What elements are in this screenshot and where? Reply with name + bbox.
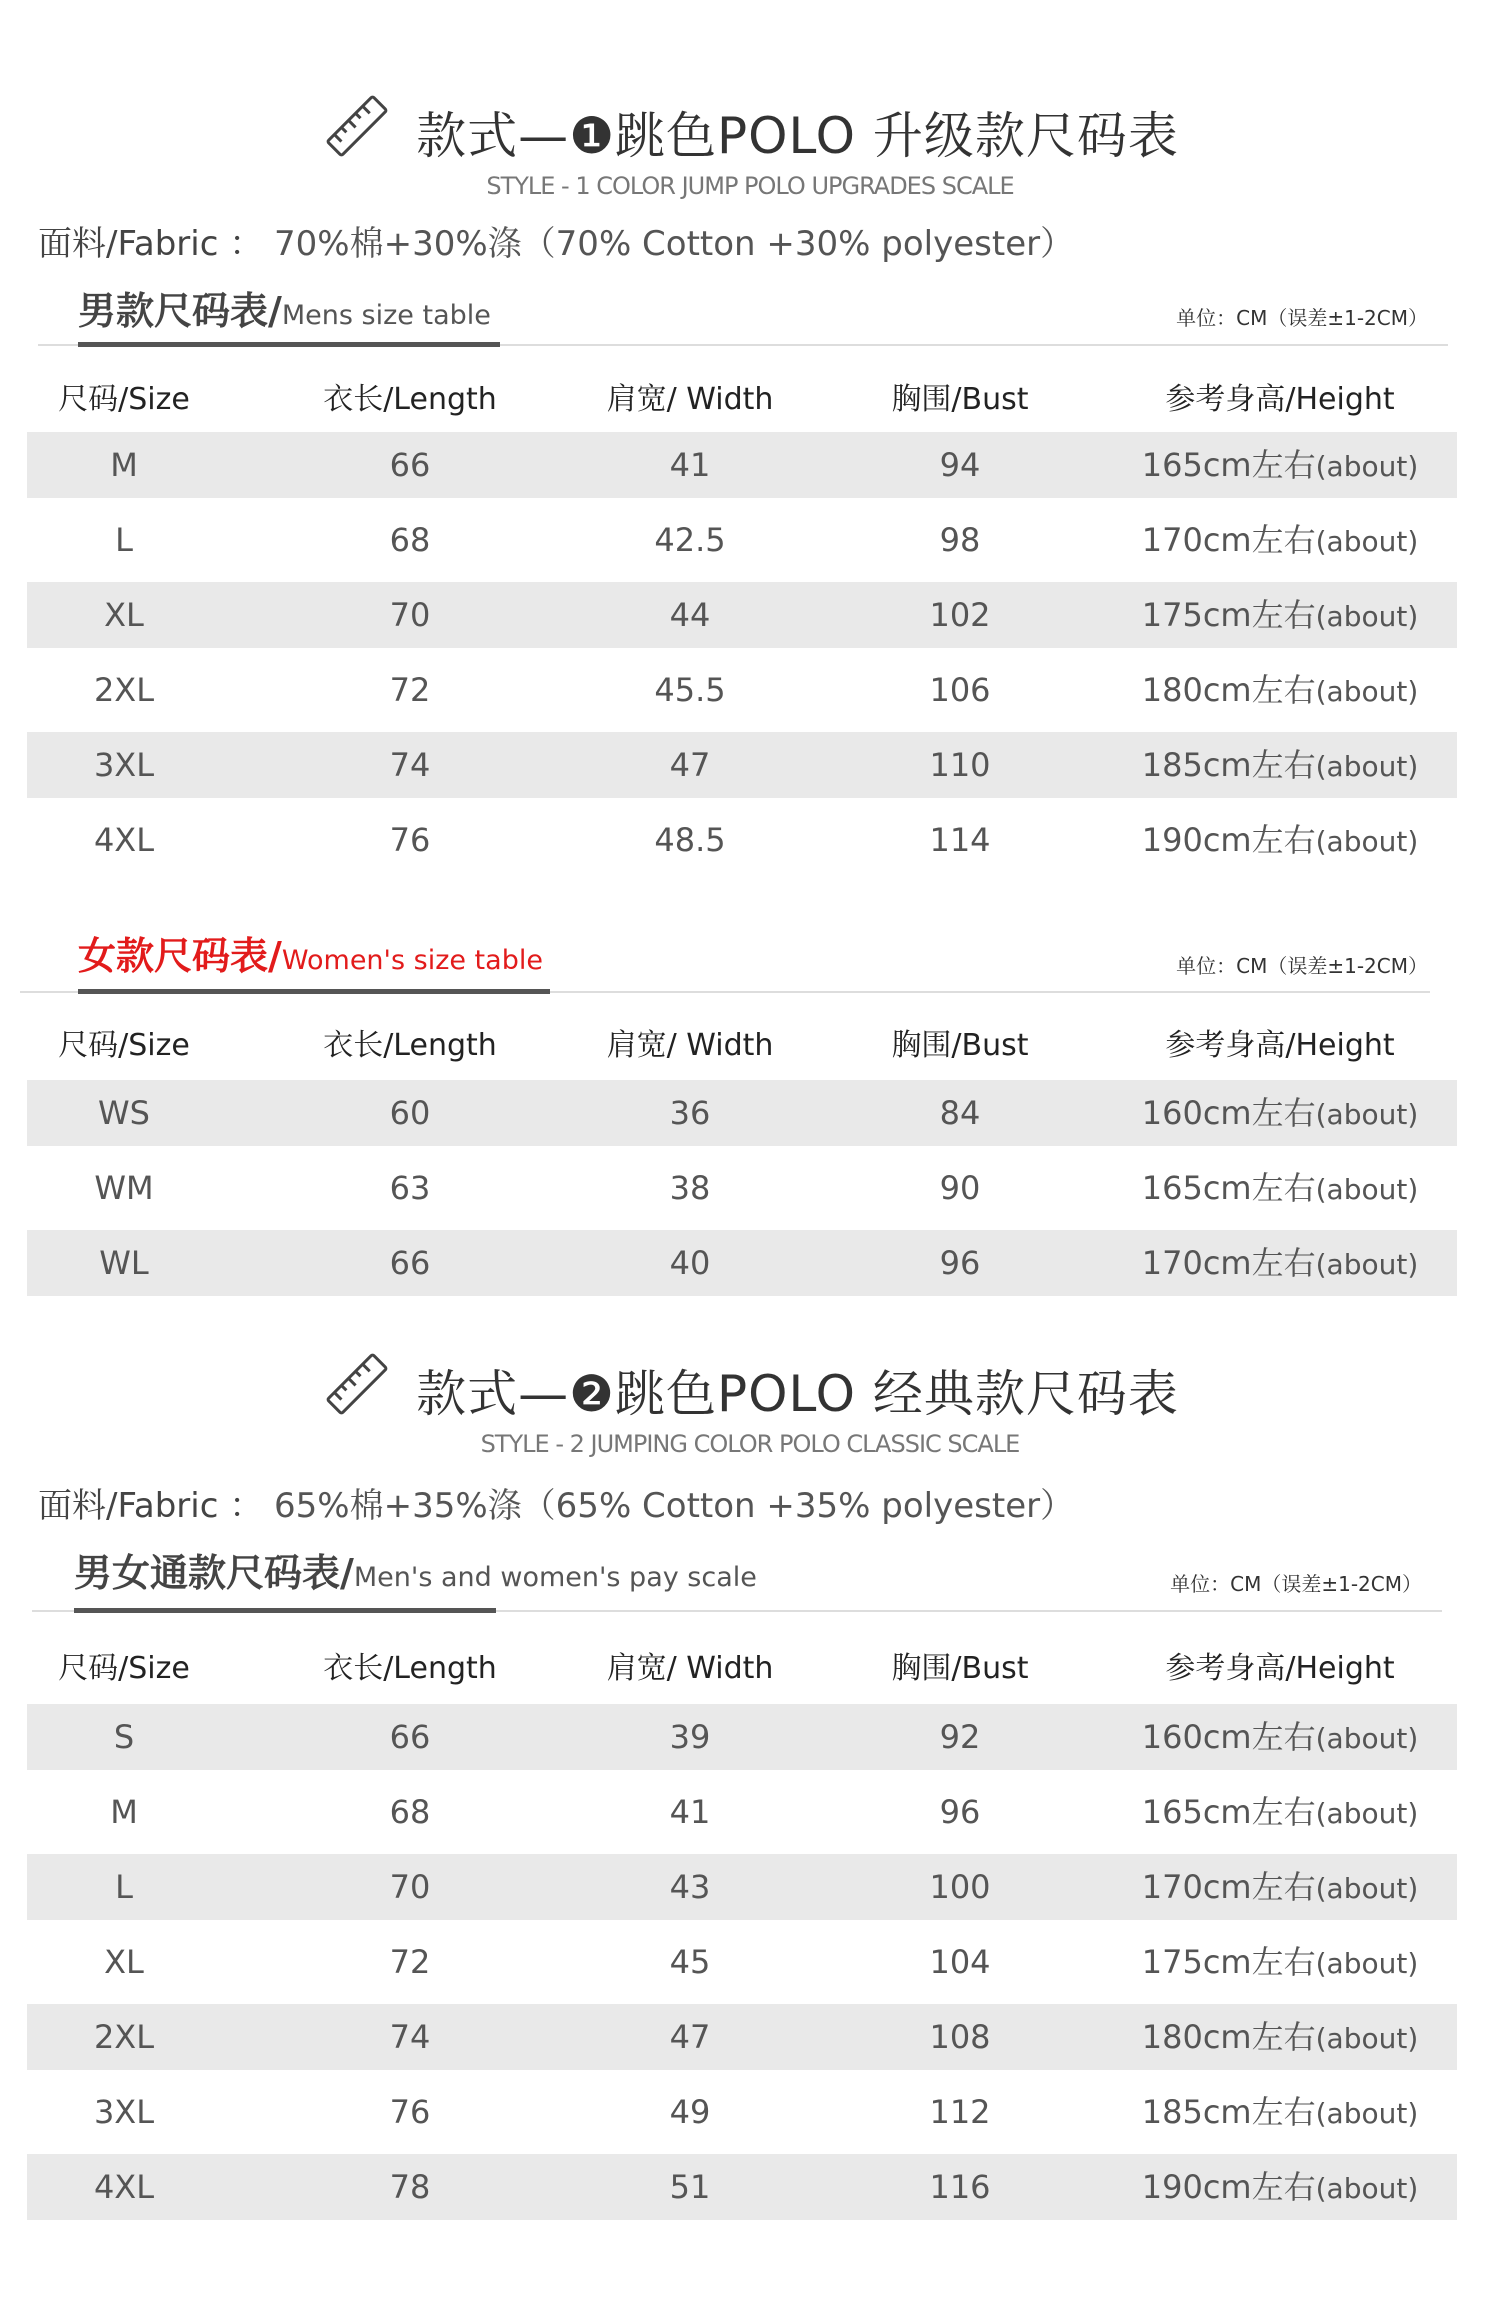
cell-length: 74 [389,2018,431,2056]
cell-bust: 110 [929,746,991,784]
table-row [27,582,1457,648]
about-label: (about) [1315,450,1419,483]
height-value: 165cm左右 [1141,446,1316,484]
cell-width: 49 [669,2093,711,2131]
cell-bust: 116 [929,2168,991,2206]
about-label: (about) [1315,2022,1419,2055]
ruler-icon [321,1348,393,1420]
height-value: 175cm左右 [1141,1943,1316,1981]
cell-size: XL [104,1943,144,1981]
cell-size: XL [104,596,144,634]
unisex-unit: 单位：CM（误差±1-2CM） [1170,1572,1422,1596]
cell-height [1100,1779,1460,1847]
cell-height [1100,507,1460,575]
about-label: (about) [1315,525,1419,558]
about-label: (about) [1315,1722,1419,1755]
table-row [27,1779,1457,1845]
height-value: 170cm左右 [1141,521,1316,559]
style2-title-text: 款式—❷跳色POLO 经典款尺码表 [416,1365,1179,1423]
about-label: (about) [1315,750,1419,783]
cell-bust: 106 [929,671,991,709]
cell-length: 70 [389,1868,431,1906]
cell-size: WM [94,1169,154,1207]
table-row [27,807,1457,873]
cell-bust: 104 [929,1943,991,1981]
cell-height [1100,1080,1460,1148]
column-header: 肩宽/ Width [606,382,774,417]
cell-width: 36 [669,1094,711,1132]
column-header: 尺码/Size [58,1651,190,1686]
cell-length: 66 [389,1244,431,1282]
style1-title-block [0,96,1500,200]
about-label: (about) [1315,1872,1419,1905]
table-row [27,2154,1457,2220]
fabric-label: 面料/Fabric ： [38,224,264,264]
womens-unit: 单位：CM（误差±1-2CM） [1176,954,1428,978]
cell-bust: 84 [939,1094,981,1132]
cell-size: WS [98,1094,150,1132]
cell-width: 44 [669,596,711,634]
column-header: 肩宽/ Width [606,1028,774,1063]
column-header: 参考身高/Height [1165,1651,1395,1686]
cell-width: 39 [669,1718,711,1756]
cell-length: 72 [389,1943,431,1981]
cell-size: WL [99,1244,149,1282]
cell-length: 63 [389,1169,431,1207]
cell-size: 2XL [93,671,155,709]
about-label: (about) [1315,2172,1419,2205]
cell-width: 45.5 [654,671,726,709]
height-value: 170cm左右 [1141,1868,1316,1906]
cell-bust: 102 [929,596,991,634]
cell-height [1100,2079,1460,2147]
cell-height [1100,1854,1460,1922]
cell-length: 68 [389,1793,431,1831]
cell-length: 72 [389,671,431,709]
cell-size: 3XL [93,2093,155,2131]
cell-length: 76 [389,2093,431,2131]
cell-height [1100,2004,1460,2072]
unisex-title-en: Men's and women's pay scale [353,1562,757,1593]
cell-width: 45 [669,1943,711,1981]
section-underline [78,989,550,994]
table-row [27,2079,1457,2145]
column-header: 胸围/Bust [891,382,1029,417]
column-header: 参考身高/Height [1165,382,1395,417]
cell-length: 78 [389,2168,431,2206]
table-row [27,2004,1457,2070]
womens-title-cn: 女款尺码表/ [78,934,282,978]
about-label: (about) [1315,1947,1419,1980]
about-label: (about) [1315,2097,1419,2130]
height-value: 170cm左右 [1141,1244,1316,1282]
cell-bust: 96 [939,1793,981,1831]
cell-width: 51 [669,2168,711,2206]
height-value: 160cm左右 [1141,1718,1316,1756]
table-row [27,507,1457,573]
section-underline [74,1608,496,1613]
table-row [27,1080,1457,1146]
column-header: 衣长/Length [323,1028,497,1063]
column-header: 尺码/Size [58,382,190,417]
cell-bust: 90 [939,1169,981,1207]
about-label: (about) [1315,1248,1419,1281]
cell-bust: 100 [929,1868,991,1906]
style1-title [321,96,1179,168]
cell-width: 43 [669,1868,711,1906]
cell-size: S [113,1718,135,1756]
cell-width: 47 [669,2018,711,2056]
column-header: 衣长/Length [323,382,497,417]
height-value: 190cm左右 [1141,2168,1316,2206]
style2-title-block [0,1354,1500,1458]
about-label: (about) [1315,825,1419,858]
cell-height [1100,1155,1460,1223]
cell-size: M [110,1793,138,1831]
column-header: 尺码/Size [58,1028,190,1063]
cell-bust: 92 [939,1718,981,1756]
about-label: (about) [1315,675,1419,708]
cell-width: 38 [669,1169,711,1207]
cell-height [1100,1230,1460,1298]
cell-length: 70 [389,596,431,634]
cell-size: 2XL [93,2018,155,2056]
cell-bust: 114 [929,821,991,859]
height-value: 180cm左右 [1141,2018,1316,2056]
cell-length: 74 [389,746,431,784]
cell-width: 42.5 [654,521,726,559]
cell-size: 4XL [93,821,155,859]
cell-bust: 94 [939,446,981,484]
fabric-value: 65%棉+35%涤（65% Cotton +35% polyester） [274,1486,1075,1526]
cell-height [1100,582,1460,650]
style1-subtitle: STYLE - 1 COLOR JUMP POLO UPGRADES SCALE [486,172,1014,200]
cell-width: 41 [669,446,711,484]
table-row [27,1704,1457,1770]
column-header: 肩宽/ Width [606,1651,774,1686]
table-row [27,432,1457,498]
cell-width: 41 [669,1793,711,1831]
cell-bust: 108 [929,2018,991,2056]
cell-size: L [115,1868,133,1906]
fabric-value: 70%棉+30%涤（70% Cotton +30% polyester） [274,224,1075,264]
cell-bust: 112 [929,2093,991,2131]
table-row [27,732,1457,798]
cell-height [1100,432,1460,500]
height-value: 165cm左右 [1141,1793,1316,1831]
column-header: 参考身高/Height [1165,1028,1395,1063]
cell-length: 76 [389,821,431,859]
cell-size: 3XL [93,746,155,784]
height-value: 160cm左右 [1141,1094,1316,1132]
cell-height [1100,1929,1460,1997]
style1-fabric [38,216,1074,265]
mens-title-en: Mens size table [281,300,491,331]
height-value: 190cm左右 [1141,821,1316,859]
about-label: (about) [1315,1797,1419,1830]
cell-length: 66 [389,1718,431,1756]
unisex-title-cn: 男女通款尺码表/ [74,1551,354,1595]
height-value: 175cm左右 [1141,596,1316,634]
height-value: 165cm左右 [1141,1169,1316,1207]
about-label: (about) [1315,1098,1419,1131]
cell-length: 66 [389,446,431,484]
mens-title-cn: 男款尺码表/ [78,289,282,333]
style1-title-text: 款式—❶跳色POLO 升级款尺码表 [416,107,1179,165]
column-header: 衣长/Length [323,1651,497,1686]
cell-length: 60 [389,1094,431,1132]
style2-subtitle: STYLE - 2 JUMPING COLOR POLO CLASSIC SCALE [480,1430,1020,1458]
cell-height [1100,807,1460,875]
about-label: (about) [1315,1173,1419,1206]
cell-size: 4XL [93,2168,155,2206]
womens-title-en: Women's size table [281,945,543,976]
cell-height [1100,1704,1460,1772]
table-row [27,657,1457,723]
cell-width: 48.5 [654,821,726,859]
cell-size: L [115,521,133,559]
cell-width: 47 [669,746,711,784]
mens-table-title [78,280,491,335]
height-value: 185cm左右 [1141,746,1316,784]
cell-bust: 96 [939,1244,981,1282]
about-label: (about) [1315,600,1419,633]
column-header: 胸围/Bust [891,1028,1029,1063]
style2-title [321,1354,1179,1426]
height-value: 180cm左右 [1141,671,1316,709]
column-header: 胸围/Bust [891,1651,1029,1686]
cell-length: 68 [389,521,431,559]
style2-fabric [38,1478,1074,1527]
womens-table-title [78,925,543,980]
table-row [27,1155,1457,1221]
cell-height [1100,732,1460,800]
cell-bust: 98 [939,521,981,559]
table-row [27,1230,1457,1296]
cell-width: 40 [669,1244,711,1282]
ruler-icon [321,90,393,162]
cell-height [1100,2154,1460,2222]
height-value: 185cm左右 [1141,2093,1316,2131]
mens-unit: 单位：CM（误差±1-2CM） [1176,306,1428,330]
cell-height [1100,657,1460,725]
table-row [27,1854,1457,1920]
fabric-label: 面料/Fabric ： [38,1486,264,1526]
section-underline [78,342,500,347]
unisex-table-title [74,1542,757,1597]
cell-size: M [110,446,138,484]
table-row [27,1929,1457,1995]
